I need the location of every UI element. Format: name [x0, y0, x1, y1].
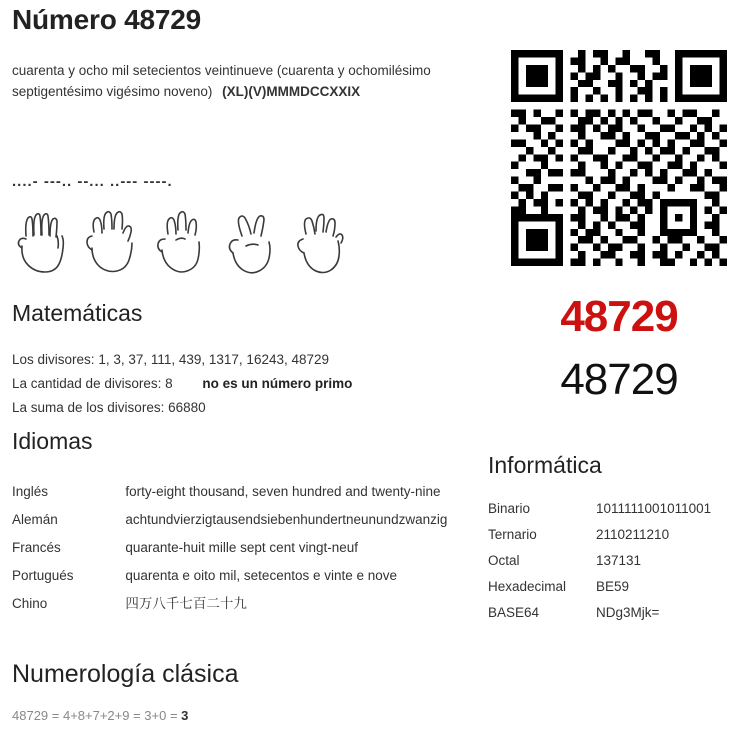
prime-status: no es un número primo [202, 376, 353, 391]
base-value: NDg3Mjk= [596, 605, 660, 620]
hand-digit-4-icon [10, 206, 74, 276]
divisors-count-label: La cantidad de divisores: [12, 376, 162, 391]
morse-code: ....- ---.. --... ..--- ----. [12, 173, 173, 190]
table-row [12, 480, 472, 508]
section-title-idiomas: Idiomas [12, 428, 93, 454]
math-details [12, 348, 352, 420]
roman-numeral: (XL)(V)MMMDCCXXIX [222, 84, 361, 99]
qr-code-image [511, 50, 727, 266]
language-value: quarante-huit mille sept cent vingt-neuf [125, 540, 358, 555]
hand-digit-7-icon [150, 206, 214, 276]
divisors-sum-label: La suma de los divisores: [12, 400, 165, 415]
table-row [12, 508, 472, 536]
language-value: achtundvierzigtausendsiebenhundertneunundzwanzig [125, 512, 448, 527]
base-name: Ternario [488, 527, 537, 542]
table-row [12, 564, 472, 592]
language-value: forty-eight thousand, seven hundred and twenty-nine [125, 484, 441, 499]
language-name: Francés [12, 540, 61, 555]
table-row [488, 600, 738, 626]
base-value: 1011111001011001 [596, 501, 712, 516]
language-name: Inglés [12, 484, 49, 499]
language-name: Chino [12, 596, 48, 611]
table-row [488, 496, 738, 522]
language-name: Alemán [12, 512, 58, 527]
numerology-expression-text: 48729 = 4+8+7+2+9 = 3+0 = [12, 708, 182, 723]
divisors-sum-value: 66880 [168, 400, 206, 415]
base-name: BASE64 [488, 605, 540, 620]
base-value: 2110211210 [596, 527, 670, 542]
qr-code [511, 50, 727, 266]
cardinal-words: cuarenta y ocho mil setecientos veintinueve [12, 63, 274, 78]
table-row [12, 592, 472, 620]
divisors-value: 1, 3, 37, 111, 439, 1317, 16243, 48729 [98, 352, 330, 367]
hand-digit-8-icon [80, 206, 144, 276]
language-value: quarenta e oito mil, setecentos e vinte e nove [125, 568, 398, 583]
number-display-red: 48729 [560, 292, 678, 341]
section-title-matematicas: Matemáticas [12, 300, 143, 326]
base-value: BE59 [596, 579, 630, 594]
languages-table [12, 480, 472, 620]
page-title: Número 48729 [12, 4, 202, 35]
table-row [488, 574, 738, 600]
hand-digit-2-icon [220, 206, 284, 276]
language-name: Portugués [12, 568, 74, 583]
base-value: 137131 [596, 553, 642, 568]
numerology-result: 3 [181, 708, 189, 723]
section-title-numerologia: Numerología clásica [12, 660, 239, 688]
number-in-words [12, 60, 480, 102]
table-row [488, 522, 738, 548]
divisors-sum-line [12, 396, 352, 420]
base-name: Binario [488, 501, 531, 516]
divisors-line [12, 348, 352, 372]
divisors-label: Los divisores: [12, 352, 95, 367]
language-value: 四万八千七百二十九 [125, 596, 247, 611]
number-display-black: 48729 [560, 355, 678, 404]
table-row [12, 536, 472, 564]
base-name: Hexadecimal [488, 579, 567, 594]
informatica-table [488, 496, 738, 626]
sign-language-row [10, 206, 360, 278]
section-title-informatica: Informática [488, 452, 602, 478]
ordinal-words: (cuarenta y ochomilésimo septigentésimo vigésimo noveno) [12, 63, 431, 99]
divisors-count-value: 8 [165, 376, 173, 391]
table-row [488, 548, 738, 574]
numerology-expression [12, 708, 188, 723]
base-name: Octal [488, 553, 520, 568]
divisors-count-line [12, 372, 352, 396]
hand-digit-9-icon [290, 206, 354, 276]
